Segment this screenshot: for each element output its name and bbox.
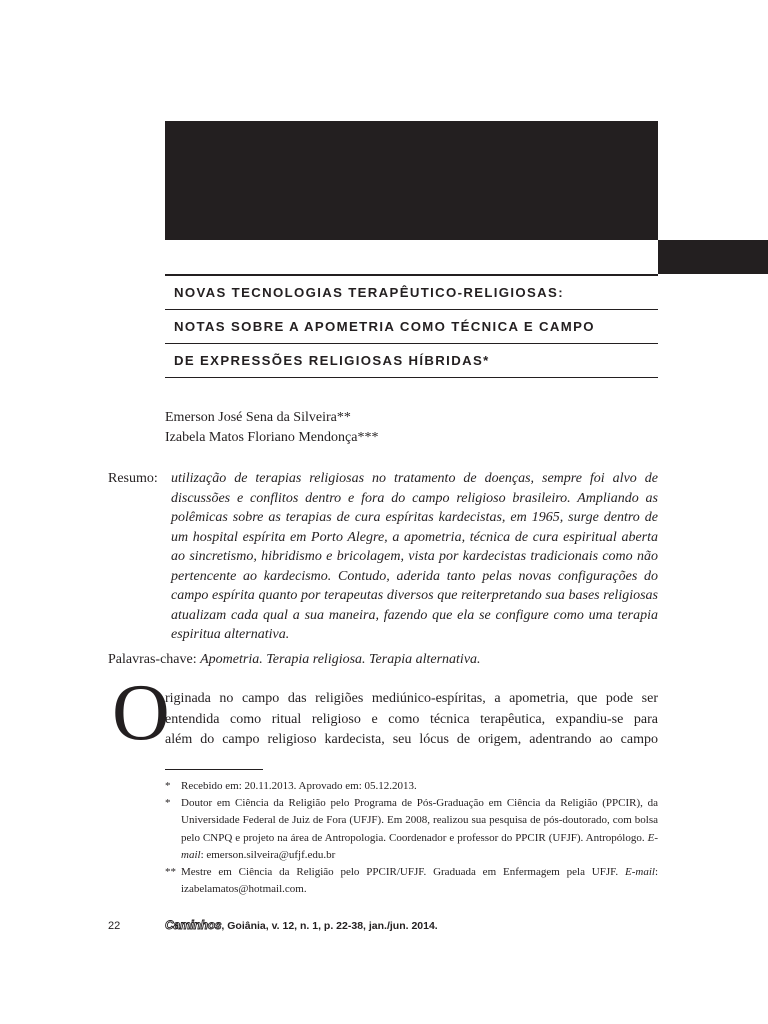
body-line-1: riginada no campo das religiões mediúnico-espíritas, a apometria, que pode ser — [165, 691, 658, 706]
email-address: : emerson.silveira@ufjf.edu.br — [200, 848, 336, 861]
journal-logo: Caminhos — [165, 918, 222, 932]
email-label: E-mail — [625, 866, 655, 879]
keywords — [108, 650, 481, 669]
footnote-mark: * — [165, 797, 171, 810]
body-line-3: além do campo religioso kardecista, seu lócus de origem, adentrando ao campo — [165, 732, 658, 747]
citation: , Goiânia, v. 12, n. 1, p. 22-38, jan./jun. 2014. — [221, 920, 438, 932]
header-black-block — [165, 121, 658, 240]
footnote-3 — [165, 864, 658, 898]
abstract-text: utilização de terapias religiosas no tratamento de doenças, sempre foi alvo de discussões e conflitos dentro e fora do campo religioso brasileiro. Ampliando as polêmicas sobre as terapias de cura espíritas kardecistas, em 1965, surge dentro de um hospital espírita em Porto Alegre, a apometria, técnica de cura espiritual aberta ao sincretismo, hibridismo e bricolagem, vista por kardecistas tradicionais como não pertencente ao kardecismo. Contudo, aderida tanto pelas novas configurações do campo espírita quanto por terapeutas diversos que reiterpretando sua bases religiosas atualizam cada qual a sua maneira, fazendo que ela se configure como uma terapia espiritua alternativa. — [171, 471, 658, 642]
footnote-text — [181, 795, 658, 864]
footnote-2 — [165, 795, 658, 864]
title-line-2: NOTAS SOBRE A APOMETRIA COMO TÉCNICA E CAMPO — [174, 319, 595, 334]
title-line-3: DE EXPRESSÕES RELIGIOSAS HÍBRIDAS* — [174, 353, 490, 368]
page-number: 22 — [108, 920, 121, 932]
footnote-mark: * — [165, 780, 171, 792]
footnote-text-body: Mestre em Ciência da Religião pelo PPCIR/UFJF. Graduada em Enfermagem pela UFJF. — [181, 866, 619, 879]
abstract — [108, 469, 658, 645]
title-rule-bottom — [165, 377, 658, 378]
footnotes — [165, 778, 658, 898]
footnote-text-body: Doutor em Ciência da Religião pelo Programa de Pós-Graduação em Ciência da Religião (PPCIR), da Universidade Federal de Juiz de Fora (UFJF). Em 2008, realizou sua pesquisa de pós-doutorado, com bolsa pelo CNPQ e projeto na área de Antropologia. Coordenador e professor do PPCIR (UFJF). Antropólogo. — [181, 797, 658, 844]
body-paragraph — [165, 689, 658, 751]
email-label: E-mail — [181, 831, 658, 861]
footnote-text — [181, 864, 658, 898]
keywords-label: Palavras-chave: — [108, 652, 197, 667]
page-footer — [108, 918, 438, 933]
side-tab — [658, 240, 768, 274]
authors — [165, 408, 378, 448]
title-line-1: NOVAS TECNOLOGIAS TERAPÊUTICO-RELIGIOSAS: — [174, 285, 564, 300]
footnote-1 — [165, 778, 658, 795]
email-address: : izabelamatos@hotmail.com. — [181, 866, 659, 896]
author-1: Emerson José Sena da Silveira** — [165, 410, 351, 425]
article-title — [165, 274, 658, 378]
footnote-mark: ** — [165, 866, 176, 879]
author-2: Izabela Matos Floriano Mendonça*** — [165, 430, 379, 445]
footnote-text: Recebido em: 20.11.2013. Aprovado em: 05.12.2013. — [181, 780, 417, 792]
body-line-2: entendida como ritual religioso e como técnica terapêutica, expandiu-se para — [165, 711, 658, 727]
abstract-label: Resumo: — [108, 471, 158, 486]
drop-cap: O — [112, 669, 170, 757]
keywords-text: Apometria. Terapia religiosa. Terapia alternativa. — [200, 652, 481, 667]
footnote-separator — [165, 769, 263, 770]
